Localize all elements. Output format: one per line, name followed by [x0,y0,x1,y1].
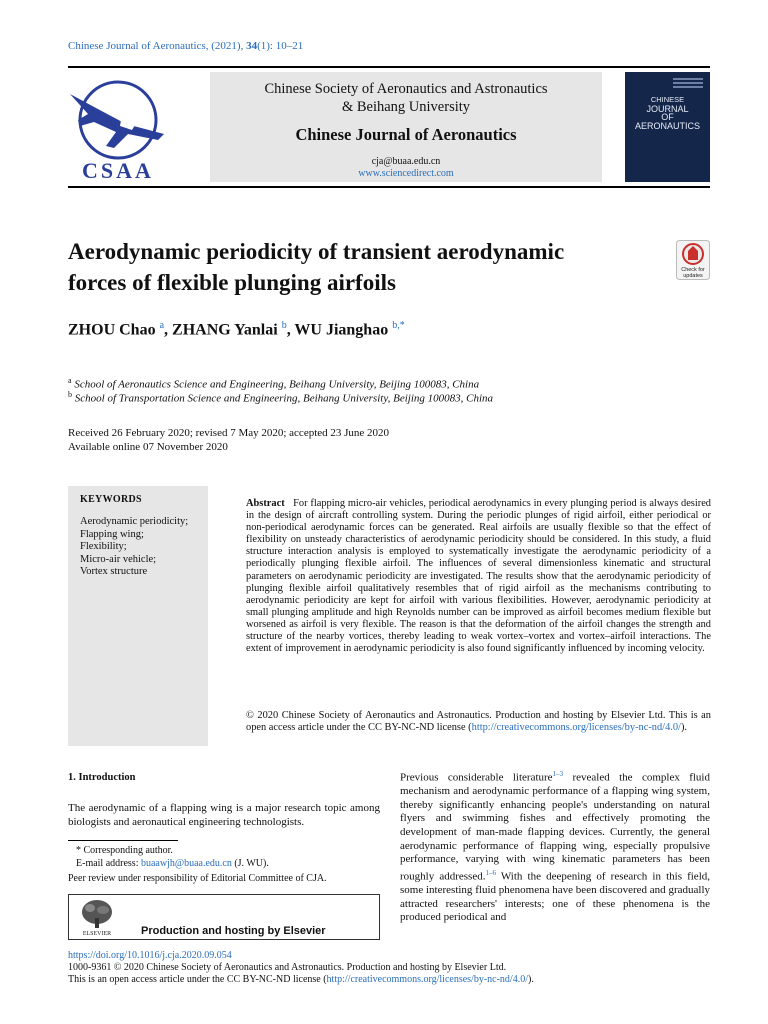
author-name: , WU Jianghao [286,321,393,339]
abstract-label: Abstract [246,498,285,509]
intro-right-column: Previous considerable literature$^{1-3}$ revealed the complex fluid mechanism and aerodynamic performance of a flapping wing system, thereby significantly enhancing people's understanding on natural flyers and swimming fishes and effectively promoting the development of man-made flapping devices. Currently, the general aerodynamic performance of flapping wing, especially propulsive performance, varying with wing kinematic parameters has been roughly addressed.$^{1-6}$ With the deepening of research in this field, some interesting fluid phenomena have been discovered and gradually attracted researchers' interests; one of these phenomena is the produced periodical and [400,770,710,924]
svg-text:ELSEVIER: ELSEVIER [82,931,112,936]
journal-name: Chinese Journal of Aeronautics [295,125,517,144]
online-date: Available online 07 November 2020 [68,441,228,453]
svg-text:Check for: Check for [681,267,705,273]
doi-link[interactable]: https://doi.org/10.1016/j.cja.2020.09.054 [68,950,232,961]
intro-paragraph: The aerodynamic of a flapping wing is a major research topic among biologists and aeronautical engineering technologists. [68,802,380,828]
author-affil-link[interactable]: b [281,320,287,331]
journal-cover-image [625,72,710,182]
open-access-line: This is an open access article under the CC BY-NC-ND license (http://creativecommons.org/licenses/by-nc-nd/4.0/). [68,974,534,985]
keyword-item: Flapping wing; [80,528,144,540]
keyword-item: Micro-air vehicle; [80,553,157,565]
svg-text:updates: updates [683,273,703,279]
keywords-heading: KEYWORDS [80,494,142,505]
keyword-item: Aerodynamic periodicity; [80,516,189,527]
citation-prefix: Chinese Journal of Aeronautics, (2021), [68,40,247,52]
elsevier-tree-icon [77,898,117,936]
journal-citation[interactable] [68,40,303,52]
license-link[interactable]: http://creativecommons.org/licenses/by-nc-nd/4.0/ [471,722,681,734]
elsevier-hosting-text: Production and hosting by Elsevier [141,925,326,937]
cover-decoration [673,78,703,88]
journal-header [210,72,602,182]
society-name [210,80,602,116]
section-heading-introduction: 1. Introduction [68,772,136,783]
abstract-text: For flapping micro-air vehicles, periodical aerodynamics in every plunging period is always desired in the design of aircraft controlling system. During the periodic plunges of rigid airfoil, either periodical or non-periodical aerodynamic forces can be generated. Real airfoils are usually flexible so that the effect of flexibility on unsteady characteristics of aerodynamic periodicity should be considered. In this study, a fluid structure interaction analysis is employed to systematically investigate the aerodynamic periodicity of a periodically plunging flexible airfoil. The influences of several dimensionless kinematic and structural parameters on aerodynamic periodicity are investigated. The results show that the aerodynamic periodicity of plunging flexible airfoil qualitatively resembles that of rigid airfoil as the mechanisms contributing to aerodynamic periodicity are kept for airfoil with various flexibilities. However, aerodynamic periodicity at small plunging amplitude and high Reynolds number can be improved as airfoil becomes medium flexible but worsened as airfoil is very flexible. The reason is that the deformation of the airfoil changes the strength and structure of the nearby vortices, thereby leading to weak vortex–vortex and vortex–airfoil interactions. The extent of improvement in aerodynamic periodicity is also found significantly influenced by incoming velocity. [246,498,711,655]
citation-volume: 34 [246,40,258,52]
author-list [68,320,405,339]
author-affil-link[interactable]: b,* [392,320,405,331]
society-line-2: & Beihang University [341,99,471,115]
peer-review-note: Peer review under responsibility of Editorial Committee of CJA. [68,873,327,884]
article-title [68,236,628,298]
header-rule-bottom [68,186,710,188]
author-name: ZHOU Chao [68,321,160,339]
society-line-1: Chinese Society of Aeronautics and Astronautics [264,81,548,97]
keywords-panel [68,486,208,746]
header-rule-top [68,66,710,68]
received-dates: Received 26 February 2020; revised 7 May 2020; accepted 23 June 2020 [68,427,390,439]
affiliation-a: $^a$ School of Aeronautics Science and Engineering, Beihang University, Beijing 100083, China [68,376,480,391]
keyword-item: Flexibility; [80,541,127,553]
citation-ref[interactable]: 1–6 [485,868,496,877]
title-line-2: forces of flexible plunging airfoils [68,270,396,295]
author-name: , ZHANG Yanlai [164,321,282,339]
citation-suffix: (1): 10–21 [257,40,304,52]
cover-title: CHINESE JOURNAL OF AERONAUTICS [634,95,700,131]
corresponding-author-note: * Corresponding author. [76,845,173,856]
journal-email[interactable]: cja@buaa.edu.cn [371,156,441,167]
title-line-1: Aerodynamic periodicity of transient aerodynamic [68,239,565,264]
citation-ref[interactable]: 1–3 [552,770,564,778]
elsevier-hosting-box [68,894,380,940]
footer-license-link[interactable]: http://creativecommons.org/licenses/by-nc-nd/4.0/ [326,974,528,985]
journal-website-link[interactable]: www.sciencedirect.com [358,168,454,179]
check-for-updates-badge[interactable] [676,240,710,280]
author-email-note: E-mail address: buaawjh@buaa.edu.cn (J. WU). [76,858,269,869]
author-affil-link[interactable]: a [159,320,165,331]
csaa-logo [66,74,170,184]
author-email-link[interactable]: buaawjh@buaa.edu.cn [140,858,232,869]
keyword-item: Vortex structure [80,566,148,578]
issn-copyright-line: 1000-9361 © 2020 Chinese Society of Aeronautics and Astronautics. Production and hosting by Elsevier Ltd. [68,962,507,973]
keywords-list [80,516,188,579]
footnote-rule [68,840,178,841]
affiliation-b: $^b$ School of Transportation Science and Engineering, Beihang University, Beijing 100083, China [68,390,494,405]
copyright-notice: © 2020 Chinese Society of Aeronautics and Astronautics. Production and hosting by Elsevier Ltd. This is an open access article under the CC BY-NC-ND license (http://creativecommons.org/licenses/by-nc-nd/4.0/). [246,710,711,734]
logo-text: CSAA [82,158,154,183]
abstract [246,498,711,655]
